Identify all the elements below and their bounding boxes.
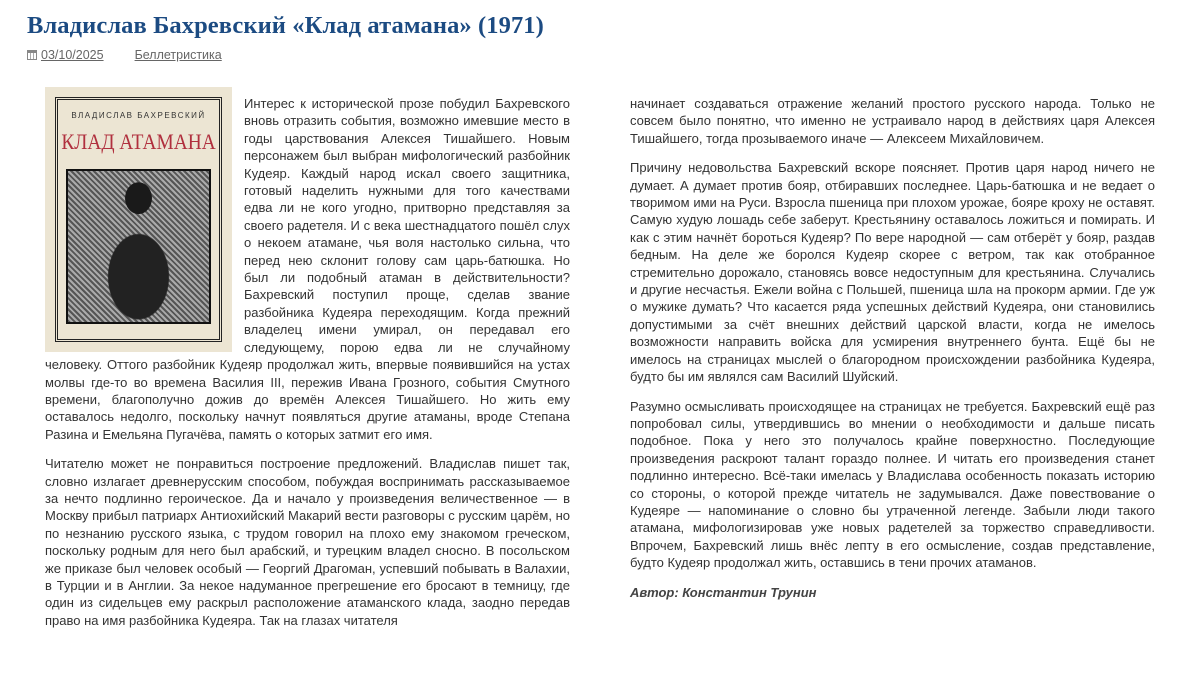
article-column-right (630, 95, 1155, 613)
author-signature: Автор: Константин Трунин (630, 584, 817, 600)
paragraph-2-continued: начинает создаваться отражение желаний простого русского народа. Только не совсем было понятно, что именно не устраивало народ в действиях царя Алексея Тишайшего, тогда прозываемого иначе — Алексеем Михайловичем. (630, 96, 1155, 146)
cover-title: КЛАД АТАМАНА (61, 129, 216, 154)
cover-illustration (66, 169, 211, 324)
paragraph-1: Интерес к исторической прозе побудил Бахревского вновь отразить события, возможно имевшие место в годы царствования Алексея Тишайшего. Новым персонажем был выбран мифологический разбойник Кудеяр. Каждый народ искал своего защитника, готовый наделить нужными для того качествами едва ли не кого угодно, притворно представляя за своего радетеля. И с века шестнадцатого пошёл слух о некоем атамане, чья воля настолько сильна, что перед нею склонит голову сам царь-батюшка. Но был ли подобный атаман в действительности? Бахревский поступил проще, сделав звание разбойника Кудеяра переходящим. Когда прежний владелец имени умирал, он передавал его следующему, порою едва ли не случайному человеку. Оттого разбойник Кудеяр продолжал жить, впервые появившийся на устах молвы где-то во времена Василия III, пережив Ивана Грозного, события Смутного времени, благополучно дожив до времён Алексея Тишайшего. Но жить ему оставалось недолго, поскольку начнут появляться другие атаманы, вроде Степана Разина и Емельяна Пугачёва, память о которых затмит его имя. (45, 96, 570, 442)
post-meta (27, 48, 222, 62)
paragraph-3: Причину недовольства Бахревский вскоре поясняет. Против царя народ ничего не думает. А думает против бояр, отбиравших последнее. Царь-батюшка и не ведает о творимом ими на Руси. Взросла пшеница при плохом урожае, бояре кроху не оставят. Самую худую лошадь себе заберут. Крестьянину оставалось ложиться и помирать. И как с этим начнёт бороться Кудеяр? По вере народной — сам отберёт у бояр, раздав бедным. На деле же боролся Кудеяр скорее с ветром, так как отобранное стремительно дорожало, становясь вовсе недоступным для крестьянина. Случались и другие несчастья. Ежели война с Польшей, пшеница шла на прокорм армии. Где уж о мужике думать? Что касается ряда успешных действий Кудеяра, они становились допустимыми за счёт внешних действий царской власти, когда не имелось возможности направить войска для усмирения внутреннего бунта. Ещё бы не имелось на страницах мыслей о благородном происхождении разбойника Кудеяра, будто бы им являлся сам Василий Шуйский. (630, 160, 1155, 385)
book-cover-image (45, 87, 232, 352)
post-date-link[interactable]: 03/10/2025 (41, 48, 104, 62)
calendar-icon (27, 50, 37, 60)
category-link[interactable]: Беллетристика (134, 48, 222, 62)
paragraph-2: Читателю может не понравиться построение предложений. Владислав пишет так, словно излагает древнерусским способом, побуждая воспринимать рассказываемое за нечто подлинно героическое. Да и начало у произведения величественное — в Москву прибыл патриарх Антиохийский Макарий вести разговоры с русским царём, но по незнанию русского языка, с трудом говорил на плохо ему знакомом греческом, поскольку родным для него был арабский, и турецким владел сносно. В посольском же приказе был человек особый — Георгий Драгоман, успевший побывать в Валахии, в Турции и в Англии. За некое надуманное прегрешение его бросают в темницу, где один из сидельцев ему раскрыл расположение атаманского клада, заодно передав право на имя разбойника Кудеяра. Так на глазах читателя (45, 456, 570, 628)
cover-author: ВЛАДИСЛАВ БАХРЕВСКИЙ (71, 111, 206, 120)
article-column-left (45, 95, 570, 641)
post-title: Владислав Бахревский «Клад атамана» (1971) (27, 12, 544, 39)
paragraph-4: Разумно осмысливать происходящее на страницах не требуется. Бахревский ещё раз попробовал силы, утвердившись во мнении о необходимости и дальше писать подобное. Пока у него это получалось крайне поверхностно. Последующие произведения раскроют талант гораздо полнее. И читать его произведения станет подлинно интересно. Всё-таки имелась у Владислава особенность показать историю со стороны, о которой прежде читатель не задумывался. Даже повествование о Кудеяре — напоминание о словно бы утраченной легенде. Забыли люди такого атамана, мифологизировав уже новых радетелей за торжество справедливости. Впрочем, Бахревский лишь внёс лепту в его осмысление, создав представление, будто Кудеяр продолжал жить, оставшись в тени прочих атаманов. (630, 398, 1155, 571)
